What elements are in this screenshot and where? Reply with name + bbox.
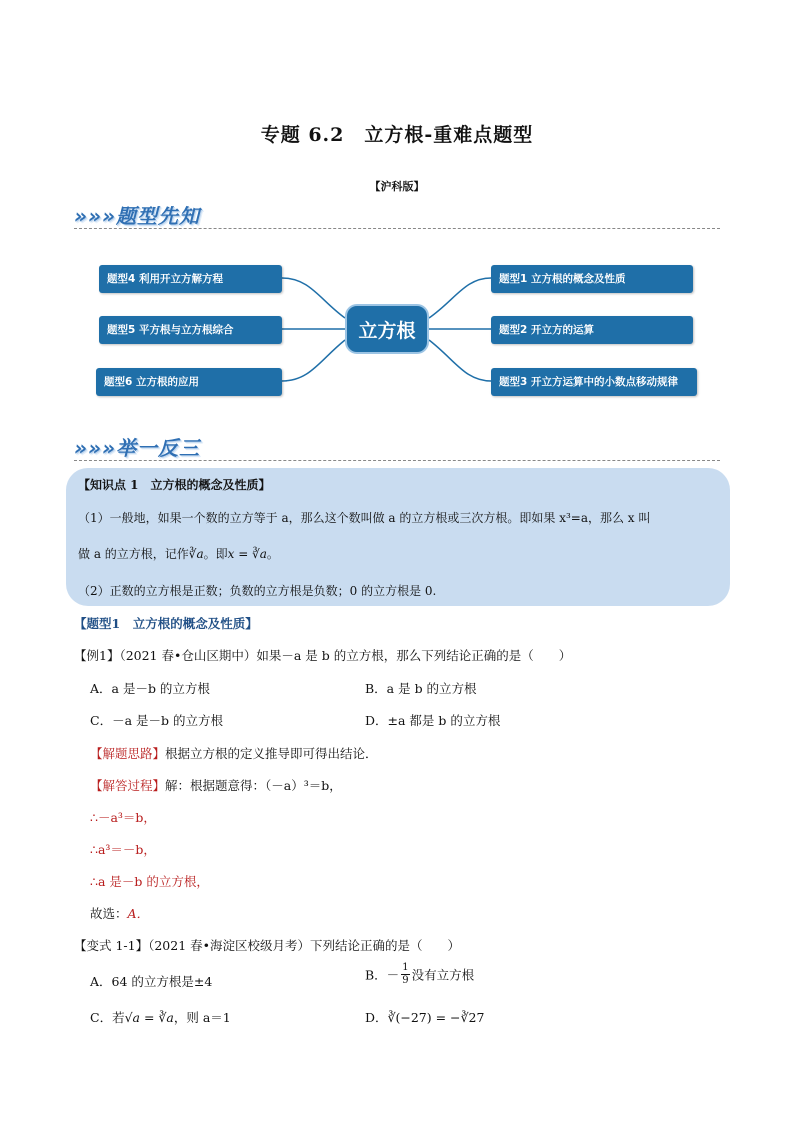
- option-c-expr: √a = ∛a: [124, 1010, 174, 1025]
- mindmap-connectors: [0, 0, 794, 420]
- mindmap-center: 立方根: [345, 304, 429, 354]
- solution-process: [90, 776, 342, 794]
- divider: [74, 460, 720, 461]
- mindmap-topic-4[interactable]: 题型4 利用开立方解方程: [99, 265, 282, 293]
- knowledge-p1-cont: [78, 545, 279, 562]
- answer-prefix: 故选：: [90, 906, 128, 921]
- variant-option-b: [365, 962, 474, 987]
- variant-option-c: [90, 1008, 231, 1026]
- option-c: C．－a 是－b 的立方根: [90, 713, 223, 728]
- knowledge-p1: （1）一般地，如果一个数的立方等于 a，那么这个数叫做 a 的立方根或三次方根。即如果 x³=a，那么 x 叫: [78, 511, 651, 525]
- knowledge-p1-text: 做 a 的立方根，记作: [78, 547, 189, 561]
- option-d-expr: ∛(−27) = −∛27: [387, 1010, 485, 1025]
- variant1-question: 【变式 1-1】（2021 春•海淀区校级月考）下列结论正确的是（ ）: [74, 938, 461, 953]
- process-label: 【解答过程】: [90, 778, 166, 793]
- variant-option-a: A．64 的立方根是±4: [90, 974, 213, 989]
- mindmap-topic-3[interactable]: 题型3 开立方运算中的小数点移动规律: [491, 368, 697, 396]
- answer-value: A．: [127, 906, 150, 921]
- edition-label: 【沪科版】: [369, 180, 425, 193]
- section-banner-preview: »»»题型先知: [74, 204, 200, 228]
- section-banner-practice: »»»举一反三: [74, 436, 200, 460]
- mindmap-topic-1[interactable]: 题型1 立方根的概念及性质: [491, 265, 693, 293]
- solution-idea: [90, 744, 378, 762]
- fraction-denominator: 9: [402, 975, 409, 986]
- option-b-suffix: 没有立方根: [411, 967, 475, 983]
- knowledge-p2: （2）正数的立方根是正数；负数的立方根是负数；0 的立方根是 0.: [78, 584, 437, 598]
- option-c-suffix: ，则 a＝1: [173, 1010, 231, 1025]
- example1-question: 【例1】（2021 春•仓山区期中）如果－a 是 b 的立方根，那么下列结论正确的是（ ）: [74, 648, 572, 663]
- solution-step-2: ∴a³＝－b，: [90, 842, 156, 857]
- page-title: 专题 6.2 立方根-重难点题型: [260, 124, 534, 146]
- option-d: D．±a 都是 b 的立方根: [365, 713, 501, 728]
- solution-step-1: ∴－a³＝b，: [90, 810, 156, 825]
- fraction: [401, 962, 409, 987]
- solution-step-3: ∴a 是－b 的立方根，: [90, 874, 209, 889]
- variant-option-d: [365, 1008, 484, 1026]
- cbrt-notation: ∛a: [188, 547, 204, 561]
- topic1-heading: 【题型1 立方根的概念及性质】: [74, 616, 258, 631]
- knowledge-p1-end: 。: [266, 547, 279, 561]
- fraction-numerator: 1: [402, 962, 409, 973]
- option-b: B．a 是 b 的立方根: [365, 681, 477, 696]
- idea-label: 【解题思路】: [90, 746, 166, 761]
- mindmap-topic-2[interactable]: 题型2 开立方的运算: [491, 316, 693, 344]
- knowledge-p1-text2: 。即: [203, 547, 228, 561]
- idea-text: 根据立方根的定义推导即可得出结论．: [165, 746, 378, 761]
- x-equals-cbrt: x = ∛a: [227, 547, 267, 561]
- option-c-prefix: C．若: [90, 1010, 125, 1025]
- knowledge-heading: 【知识点 1 立方根的概念及性质】: [78, 478, 271, 492]
- option-d-prefix: D．: [365, 1010, 388, 1025]
- mindmap-topic-6[interactable]: 题型6 立方根的应用: [96, 368, 282, 396]
- process-text: 解：根据题意得：（－a）³＝b，: [165, 778, 342, 793]
- option-a: A．a 是－b 的立方根: [90, 681, 210, 696]
- solution-answer: [90, 904, 149, 922]
- mindmap-topic-5[interactable]: 题型5 平方根与立方根综合: [99, 316, 282, 344]
- option-b-prefix: B．－: [365, 967, 400, 983]
